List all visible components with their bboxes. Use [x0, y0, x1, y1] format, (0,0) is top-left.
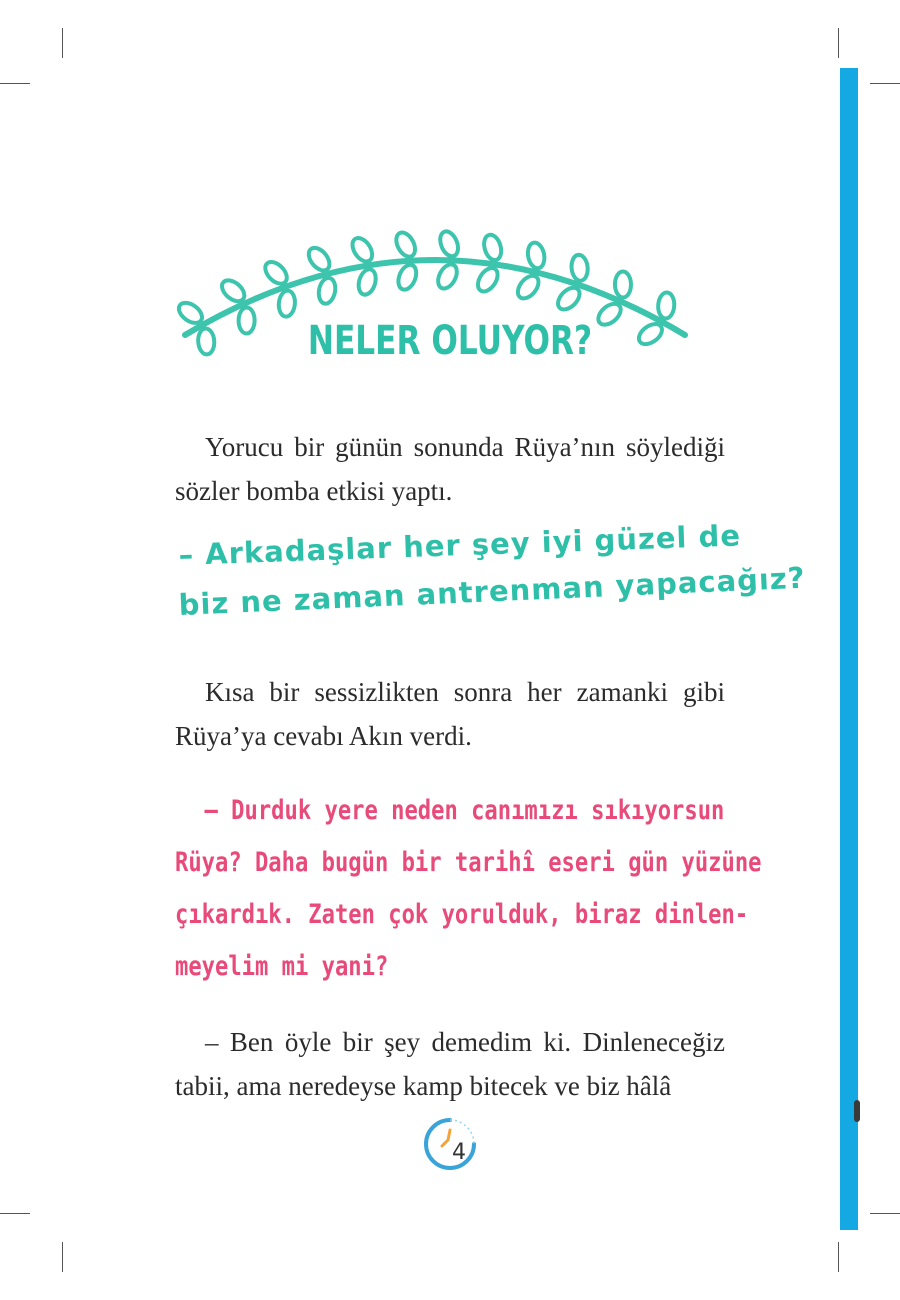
leaf-shape [305, 244, 334, 274]
crop-mark [62, 1242, 63, 1272]
crop-mark [62, 28, 63, 58]
crop-mark [838, 28, 839, 58]
leaf-shape [570, 254, 588, 281]
leaf-shape [657, 292, 675, 319]
crop-mark [838, 1242, 839, 1272]
paragraph: – Ben öyle bir şey demedim ki. Dinleneceğiz tabii, ama neredeyse kamp bitecek ve biz hâlâ [175, 1027, 725, 1101]
dialog-line: — Durduk yere neden canımızı sıkıyorsun [204, 795, 725, 826]
leaf-shape [261, 258, 291, 288]
leaf-shape [514, 272, 543, 302]
dialog-line: – Arkadaşlar her şey iyi güzel de [178, 518, 742, 572]
page-edge-mark [854, 1100, 860, 1122]
leaf-shape [615, 271, 631, 297]
leaf-shape [356, 267, 379, 296]
crop-mark [0, 83, 30, 84]
paragraph: Kısa bir sessizlikten sonra her zamanki gibi Rüya’ya cevabı Akın verdi. [175, 677, 725, 751]
clock-icon [418, 1112, 482, 1172]
leaf-shape [278, 290, 296, 317]
leaf-shape [395, 262, 420, 292]
paragraph: Yorucu bir günün sonunda Rüya’nın söylediği sözler bomba etkisi yaptı. [175, 432, 725, 506]
leaf-shape [554, 284, 584, 314]
dialog-line: meyelim mi yani? [175, 951, 389, 982]
leaf-shape [526, 241, 547, 270]
dialog-block [175, 785, 762, 993]
leaf-shape [393, 229, 419, 259]
crop-mark [870, 83, 900, 84]
leaf-shape [434, 261, 460, 291]
dialog-line: çıkardık. Zaten çok yorulduk, biraz dinlen- [175, 899, 749, 930]
crop-mark [0, 1213, 30, 1214]
leaf-shape [437, 229, 462, 259]
leaf-shape [317, 277, 338, 306]
leaf-shape [474, 264, 502, 295]
leaf-shape [481, 233, 504, 262]
dialog-line: biz ne zaman antrenman yapacağız? [178, 560, 807, 622]
leaf-shape [218, 276, 248, 305]
chapter-title: NELER OLUYOR? [307, 318, 593, 364]
crop-mark [870, 1213, 900, 1214]
dialog-line: Rüya? Daha bugün bir tarihî eseri gün yüzüne [175, 847, 762, 878]
page-edge-bar [840, 68, 858, 1230]
page-number: 4 [452, 1140, 466, 1165]
leaf-shape [348, 234, 376, 265]
